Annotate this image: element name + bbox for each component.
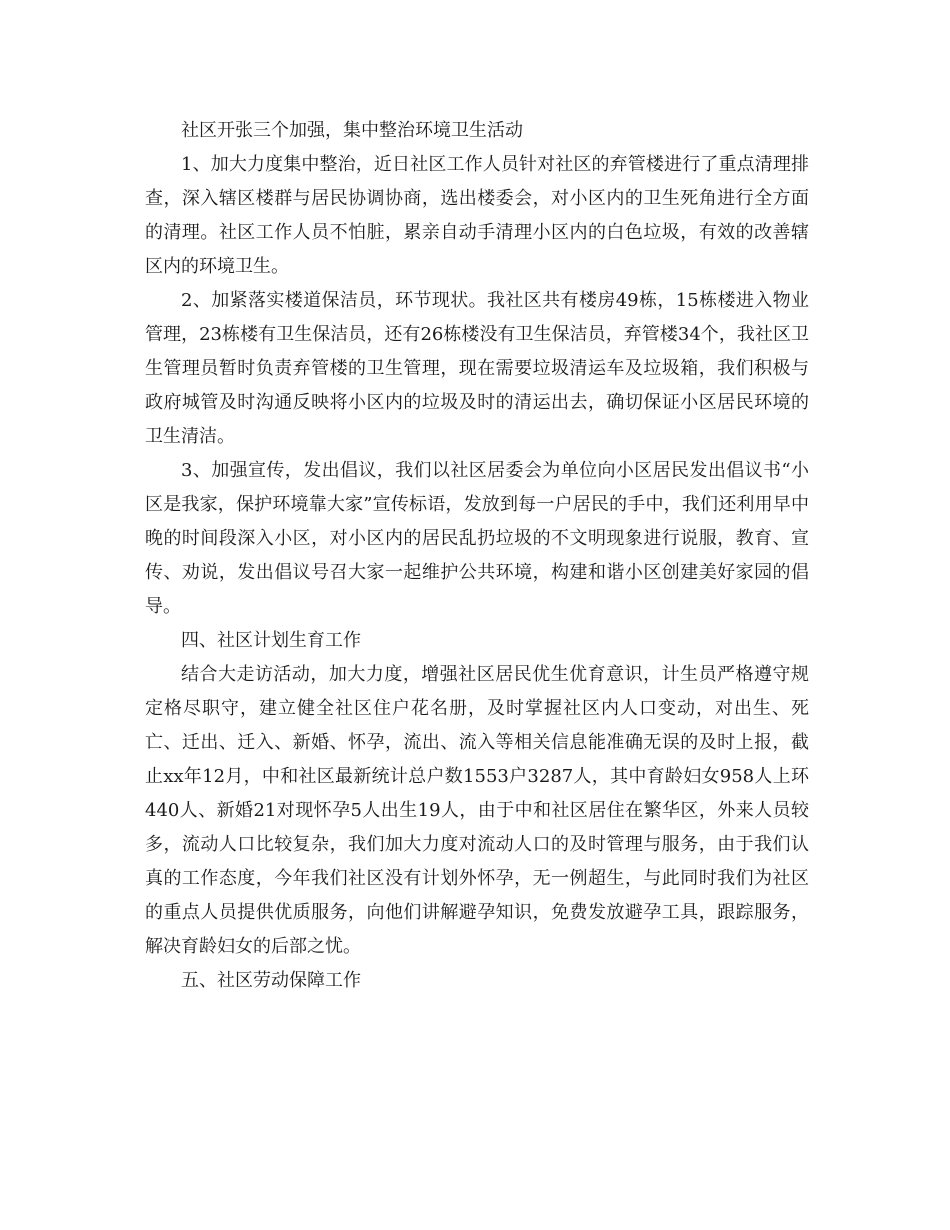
section-heading-family-planning: 四、社区计划生育工作	[181, 630, 361, 651]
document-body	[145, 114, 809, 998]
section-heading-labor-security: 五、社区劳动保障工作	[181, 970, 361, 991]
paragraph-family-planning: 结合大走访活动，加大力度，增强社区居民优生优育意识，计生员严格遵守规定格尽职守，建立健全社区住户花名册，及时掌握社区内人口变动，对出生、死亡、迁出、迁入、新婚、怀孕，流出、流入等相关信息能准确无误的及时上报，截止xx年12月，中和社区最新统计总户数1553户3287人，其中育龄妇女958人上环440人、新婚21对现怀孕5人出生19人，由于中和社区居住在繁华区，外来人员较多，流动人口比较复杂，我们加大力度对流动人口的及时管理与服务，由于我们认真的工作态度，今年我们社区没有计划外怀孕，无一例超生，与此同时我们为社区的重点人员提供优质服务，向他们讲解避孕知识，免费发放避孕工具，跟踪服务，解决育龄妇女的后部之忧。	[145, 664, 809, 957]
paragraph-item-2: 2、加紧落实楼道保洁员，环节现状。我社区共有楼房49栋，15栋楼进入物业管理，23栋楼有卫生保洁员，还有26栋楼没有卫生保洁员，弃管楼34个，我社区卫生管理员暂时负责弃管楼的卫生管理，现在需要垃圾清运车及垃圾箱，我们积极与政府城管及时沟通反映将小区内的垃圾及时的清运出去，确切保证小区居民环境的卫生清洁。	[145, 290, 809, 447]
section-heading-environment: 社区开张三个加强，集中整治环境卫生活动	[181, 120, 523, 141]
paragraph-item-3: 3、加强宣传，发出倡议，我们以社区居委会为单位向小区居民发出倡议书“小区是我家，保护环境靠大家”宣传标语，发放到每一户居民的手中，我们还利用早中晚的时间段深入小区，对小区内的居民乱扔垃圾的不文明现象进行说服，教育、宣传、劝说，发出倡议号召大家一起维护公共环境，构建和谐小区创建美好家园的倡导。	[145, 460, 809, 617]
paragraph-item-1: 1、加大力度集中整治，近日社区工作人员针对社区的弃管楼进行了重点清理排查，深入辖区楼群与居民协调协商，选出楼委会，对小区内的卫生死角进行全方面的清理。社区工作人员不怕脏，累亲自动手清理小区内的白色垃圾，有效的改善辖区内的环境卫生。	[145, 154, 809, 277]
